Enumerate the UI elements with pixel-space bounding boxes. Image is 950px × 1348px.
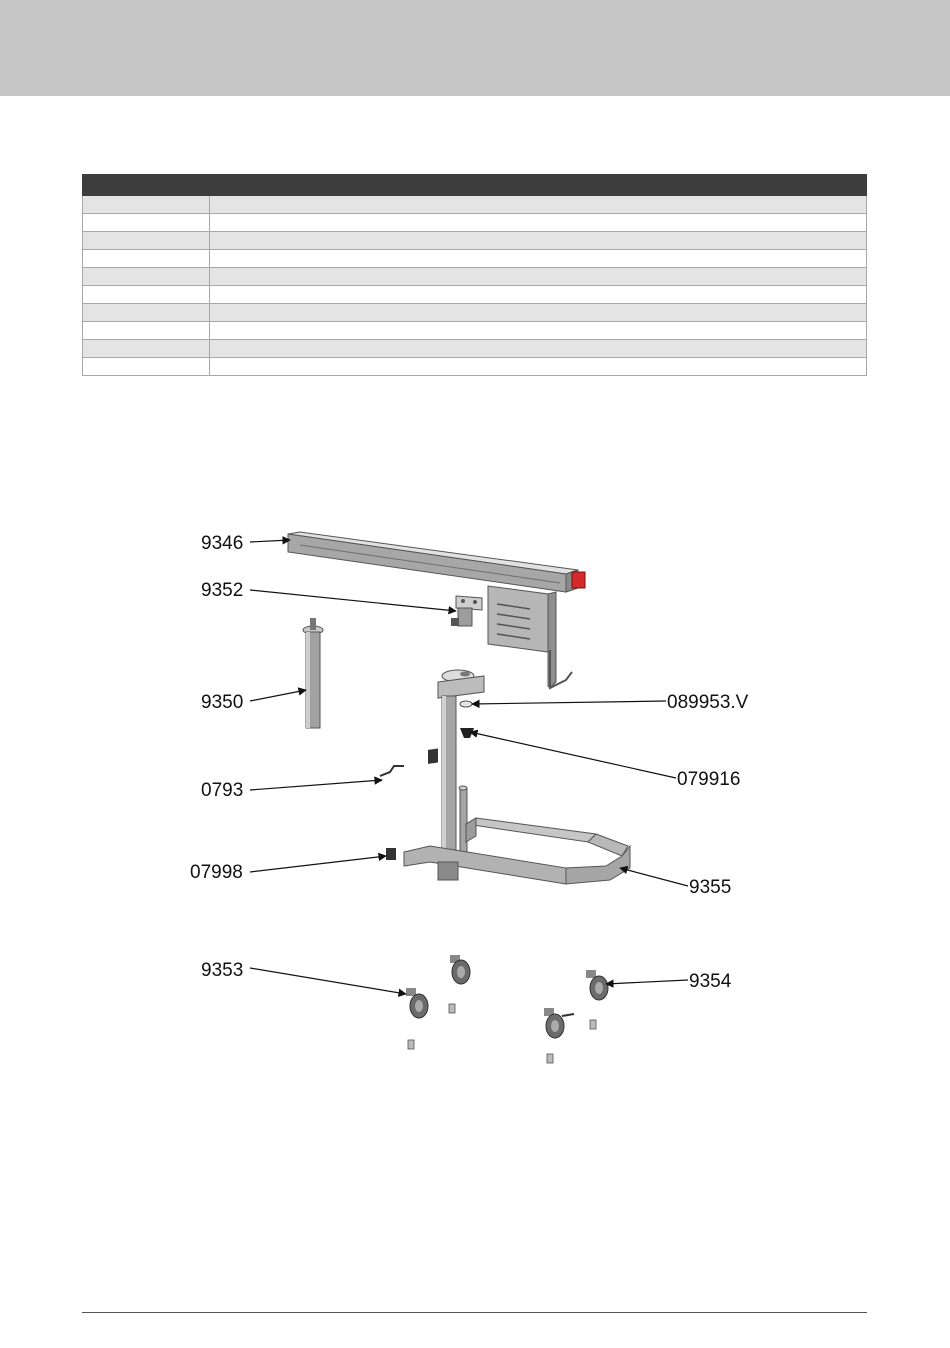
table-cell-code xyxy=(83,358,210,376)
callout-079916: 079916 xyxy=(677,769,741,790)
red-end-cap xyxy=(572,572,585,588)
table-row xyxy=(83,304,867,322)
table-row xyxy=(83,268,867,286)
table-cell-description xyxy=(210,250,867,268)
callout-9353: 9353 xyxy=(201,960,244,981)
table-cell-description xyxy=(210,268,867,286)
castor-wheel xyxy=(586,970,608,1000)
motor-housing-part xyxy=(488,586,572,688)
callout-9352: 9352 xyxy=(201,580,244,601)
table-row xyxy=(83,214,867,232)
table-cell-description xyxy=(210,304,867,322)
callout-9355: 9355 xyxy=(689,877,732,898)
table-row xyxy=(83,358,867,376)
callout-9346: 9346 xyxy=(201,533,244,554)
castor-bolts xyxy=(408,1004,596,1063)
pad-part-left xyxy=(428,748,438,763)
table-header-row xyxy=(83,175,867,196)
table-cell-description xyxy=(210,358,867,376)
base-upright-part xyxy=(438,670,484,856)
table-cell-description xyxy=(210,214,867,232)
table-cell-code xyxy=(83,196,210,214)
table-cell-description xyxy=(210,340,867,358)
table-row xyxy=(83,340,867,358)
parts-table xyxy=(82,174,867,376)
table-cell-description xyxy=(210,286,867,304)
washer-089953v xyxy=(460,701,472,707)
table-row xyxy=(83,250,867,268)
castor-wheel xyxy=(544,1008,574,1038)
table-cell-code xyxy=(83,232,210,250)
table-cell-code xyxy=(83,340,210,358)
pad-07998 xyxy=(386,848,396,860)
table-cell-description xyxy=(210,232,867,250)
footer-rule xyxy=(82,1312,867,1313)
callout-9350: 9350 xyxy=(201,692,244,713)
castor-wheel xyxy=(406,988,428,1018)
table-row xyxy=(83,322,867,340)
table-header-description xyxy=(210,175,867,196)
callout-089953v: 089953.V xyxy=(667,692,749,713)
castor-wheels xyxy=(406,955,608,1063)
page-header-band xyxy=(0,0,950,96)
top-arm-part xyxy=(288,532,585,592)
table-cell-code xyxy=(83,322,210,340)
table-cell-code xyxy=(83,214,210,232)
table-cell-code xyxy=(83,268,210,286)
table-cell-description xyxy=(210,322,867,340)
handle-0793 xyxy=(380,766,404,776)
table-cell-code xyxy=(83,304,210,322)
callout-9354: 9354 xyxy=(689,971,732,992)
base-frame-part xyxy=(404,818,630,884)
castor-wheel xyxy=(450,955,470,984)
column-tube-part xyxy=(303,618,323,728)
table-cell-code xyxy=(83,286,210,304)
table-row xyxy=(83,196,867,214)
table-header-code xyxy=(83,175,210,196)
table-row xyxy=(83,232,867,250)
callout-0793: 0793 xyxy=(201,780,244,801)
exploded-parts-diagram xyxy=(0,480,950,1100)
callout-07998: 07998 xyxy=(190,862,243,883)
table-cell-code xyxy=(83,250,210,268)
table-row xyxy=(83,286,867,304)
table-cell-description xyxy=(210,196,867,214)
